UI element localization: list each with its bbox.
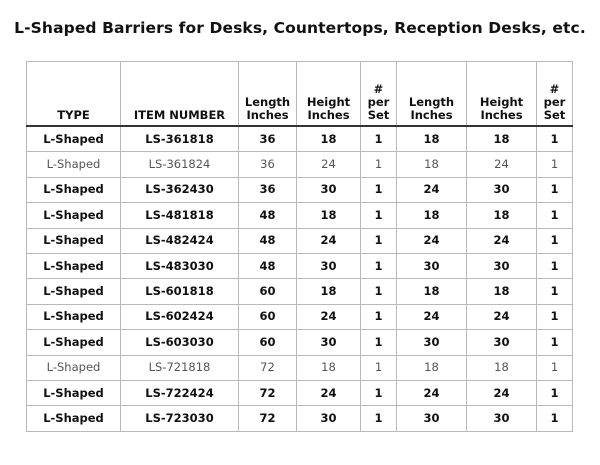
header-per-set-2 [537,62,573,127]
cell-length-1: 72 [239,380,297,405]
cell-height-1: 18 [297,203,361,228]
header-line: TYPE [57,108,90,122]
cell-item-number: LS-362430 [121,177,239,202]
cell-type: L-Shaped [27,279,121,304]
cell-height-2: 30 [467,253,537,278]
cell-length-2: 30 [397,330,467,355]
cell-height-1: 30 [297,177,361,202]
cell-per-set-2: 1 [537,177,573,202]
table-row [27,203,573,228]
cell-item-number: LS-603030 [121,330,239,355]
cell-item-number: LS-483030 [121,253,239,278]
cell-length-2: 18 [397,152,467,177]
cell-height-1: 18 [297,279,361,304]
cell-item-number: LS-723030 [121,406,239,431]
cell-length-1: 48 [239,253,297,278]
cell-item-number: LS-721818 [121,355,239,380]
cell-type: L-Shaped [27,380,121,405]
header-per-set-1 [361,62,397,127]
cell-per-set-1: 1 [361,152,397,177]
cell-height-2: 30 [467,330,537,355]
table-body [27,126,573,431]
cell-per-set-2: 1 [537,355,573,380]
table-row [27,279,573,304]
cell-item-number: LS-361824 [121,152,239,177]
cell-length-1: 60 [239,304,297,329]
cell-item-number: LS-481818 [121,203,239,228]
cell-per-set-1: 1 [361,126,397,152]
barrier-spec-table [26,61,573,432]
cell-length-1: 60 [239,330,297,355]
table-row [27,152,573,177]
header-length-2 [397,62,467,127]
cell-height-1: 24 [297,152,361,177]
cell-height-2: 30 [467,177,537,202]
table-row [27,355,573,380]
cell-type: L-Shaped [27,177,121,202]
cell-item-number: LS-361818 [121,126,239,152]
cell-height-1: 30 [297,330,361,355]
cell-item-number: LS-482424 [121,228,239,253]
cell-per-set-1: 1 [361,253,397,278]
cell-height-1: 24 [297,228,361,253]
page-title: L-Shaped Barriers for Desks, Countertops, Reception Desks, etc. [14,19,586,37]
cell-per-set-2: 1 [537,203,573,228]
cell-per-set-2: 1 [537,406,573,431]
cell-length-1: 48 [239,228,297,253]
table-row [27,406,573,431]
cell-height-1: 30 [297,253,361,278]
table-row [27,228,573,253]
cell-length-2: 24 [397,177,467,202]
cell-length-1: 36 [239,152,297,177]
cell-length-2: 24 [397,228,467,253]
header-item-number [121,62,239,127]
cell-type: L-Shaped [27,203,121,228]
cell-per-set-1: 1 [361,228,397,253]
cell-length-2: 24 [397,380,467,405]
cell-length-2: 18 [397,279,467,304]
cell-height-1: 18 [297,355,361,380]
cell-per-set-1: 1 [361,330,397,355]
cell-per-set-1: 1 [361,355,397,380]
cell-height-1: 18 [297,126,361,152]
cell-length-2: 18 [397,355,467,380]
cell-height-2: 24 [467,304,537,329]
cell-type: L-Shaped [27,152,121,177]
cell-length-2: 18 [397,126,467,152]
header-row [27,62,573,127]
cell-item-number: LS-722424 [121,380,239,405]
cell-length-1: 36 [239,177,297,202]
cell-per-set-2: 1 [537,380,573,405]
cell-per-set-2: 1 [537,279,573,304]
cell-height-2: 18 [467,279,537,304]
cell-per-set-1: 1 [361,279,397,304]
cell-height-1: 24 [297,304,361,329]
cell-per-set-1: 1 [361,203,397,228]
cell-per-set-1: 1 [361,304,397,329]
cell-length-1: 72 [239,406,297,431]
cell-length-2: 24 [397,304,467,329]
table-row [27,304,573,329]
cell-length-2: 18 [397,203,467,228]
cell-length-1: 72 [239,355,297,380]
cell-height-2: 18 [467,203,537,228]
cell-length-1: 36 [239,126,297,152]
cell-type: L-Shaped [27,253,121,278]
cell-height-2: 18 [467,355,537,380]
header-line: per [543,95,566,109]
header-line: Inches [410,108,453,122]
cell-height-2: 24 [467,152,537,177]
cell-per-set-2: 1 [537,228,573,253]
table-row [27,126,573,152]
cell-length-1: 60 [239,279,297,304]
cell-item-number: LS-601818 [121,279,239,304]
cell-length-1: 48 [239,203,297,228]
header-line: Height [306,95,351,109]
header-line: Inches [480,108,523,122]
header-height-2 [467,62,537,127]
header-height-1 [297,62,361,127]
cell-type: L-Shaped [27,406,121,431]
header-line: Set [543,108,566,122]
table-row [27,380,573,405]
cell-type: L-Shaped [27,355,121,380]
header-line: # [549,82,560,96]
cell-per-set-2: 1 [537,152,573,177]
header-line: Height [479,95,524,109]
cell-height-1: 30 [297,406,361,431]
cell-type: L-Shaped [27,126,121,152]
cell-per-set-2: 1 [537,304,573,329]
header-line: Length [244,95,291,109]
cell-length-2: 30 [397,406,467,431]
cell-per-set-1: 1 [361,177,397,202]
header-line: ITEM NUMBER [133,108,226,122]
table-row [27,253,573,278]
header-type [27,62,121,127]
header-line: Set [367,108,390,122]
header-line: # [373,82,384,96]
table-row [27,177,573,202]
cell-height-2: 18 [467,126,537,152]
header-length-1 [239,62,297,127]
header-line: Inches [246,108,289,122]
cell-per-set-1: 1 [361,380,397,405]
cell-type: L-Shaped [27,228,121,253]
cell-type: L-Shaped [27,330,121,355]
cell-height-1: 24 [297,380,361,405]
cell-item-number: LS-602424 [121,304,239,329]
header-line: Inches [307,108,350,122]
cell-per-set-1: 1 [361,406,397,431]
cell-height-2: 30 [467,406,537,431]
cell-per-set-2: 1 [537,253,573,278]
cell-height-2: 24 [467,380,537,405]
cell-per-set-2: 1 [537,330,573,355]
cell-type: L-Shaped [27,304,121,329]
cell-length-2: 30 [397,253,467,278]
table-row [27,330,573,355]
cell-height-2: 24 [467,228,537,253]
header-line: Length [408,95,455,109]
cell-per-set-2: 1 [537,126,573,152]
header-line: per [367,95,390,109]
